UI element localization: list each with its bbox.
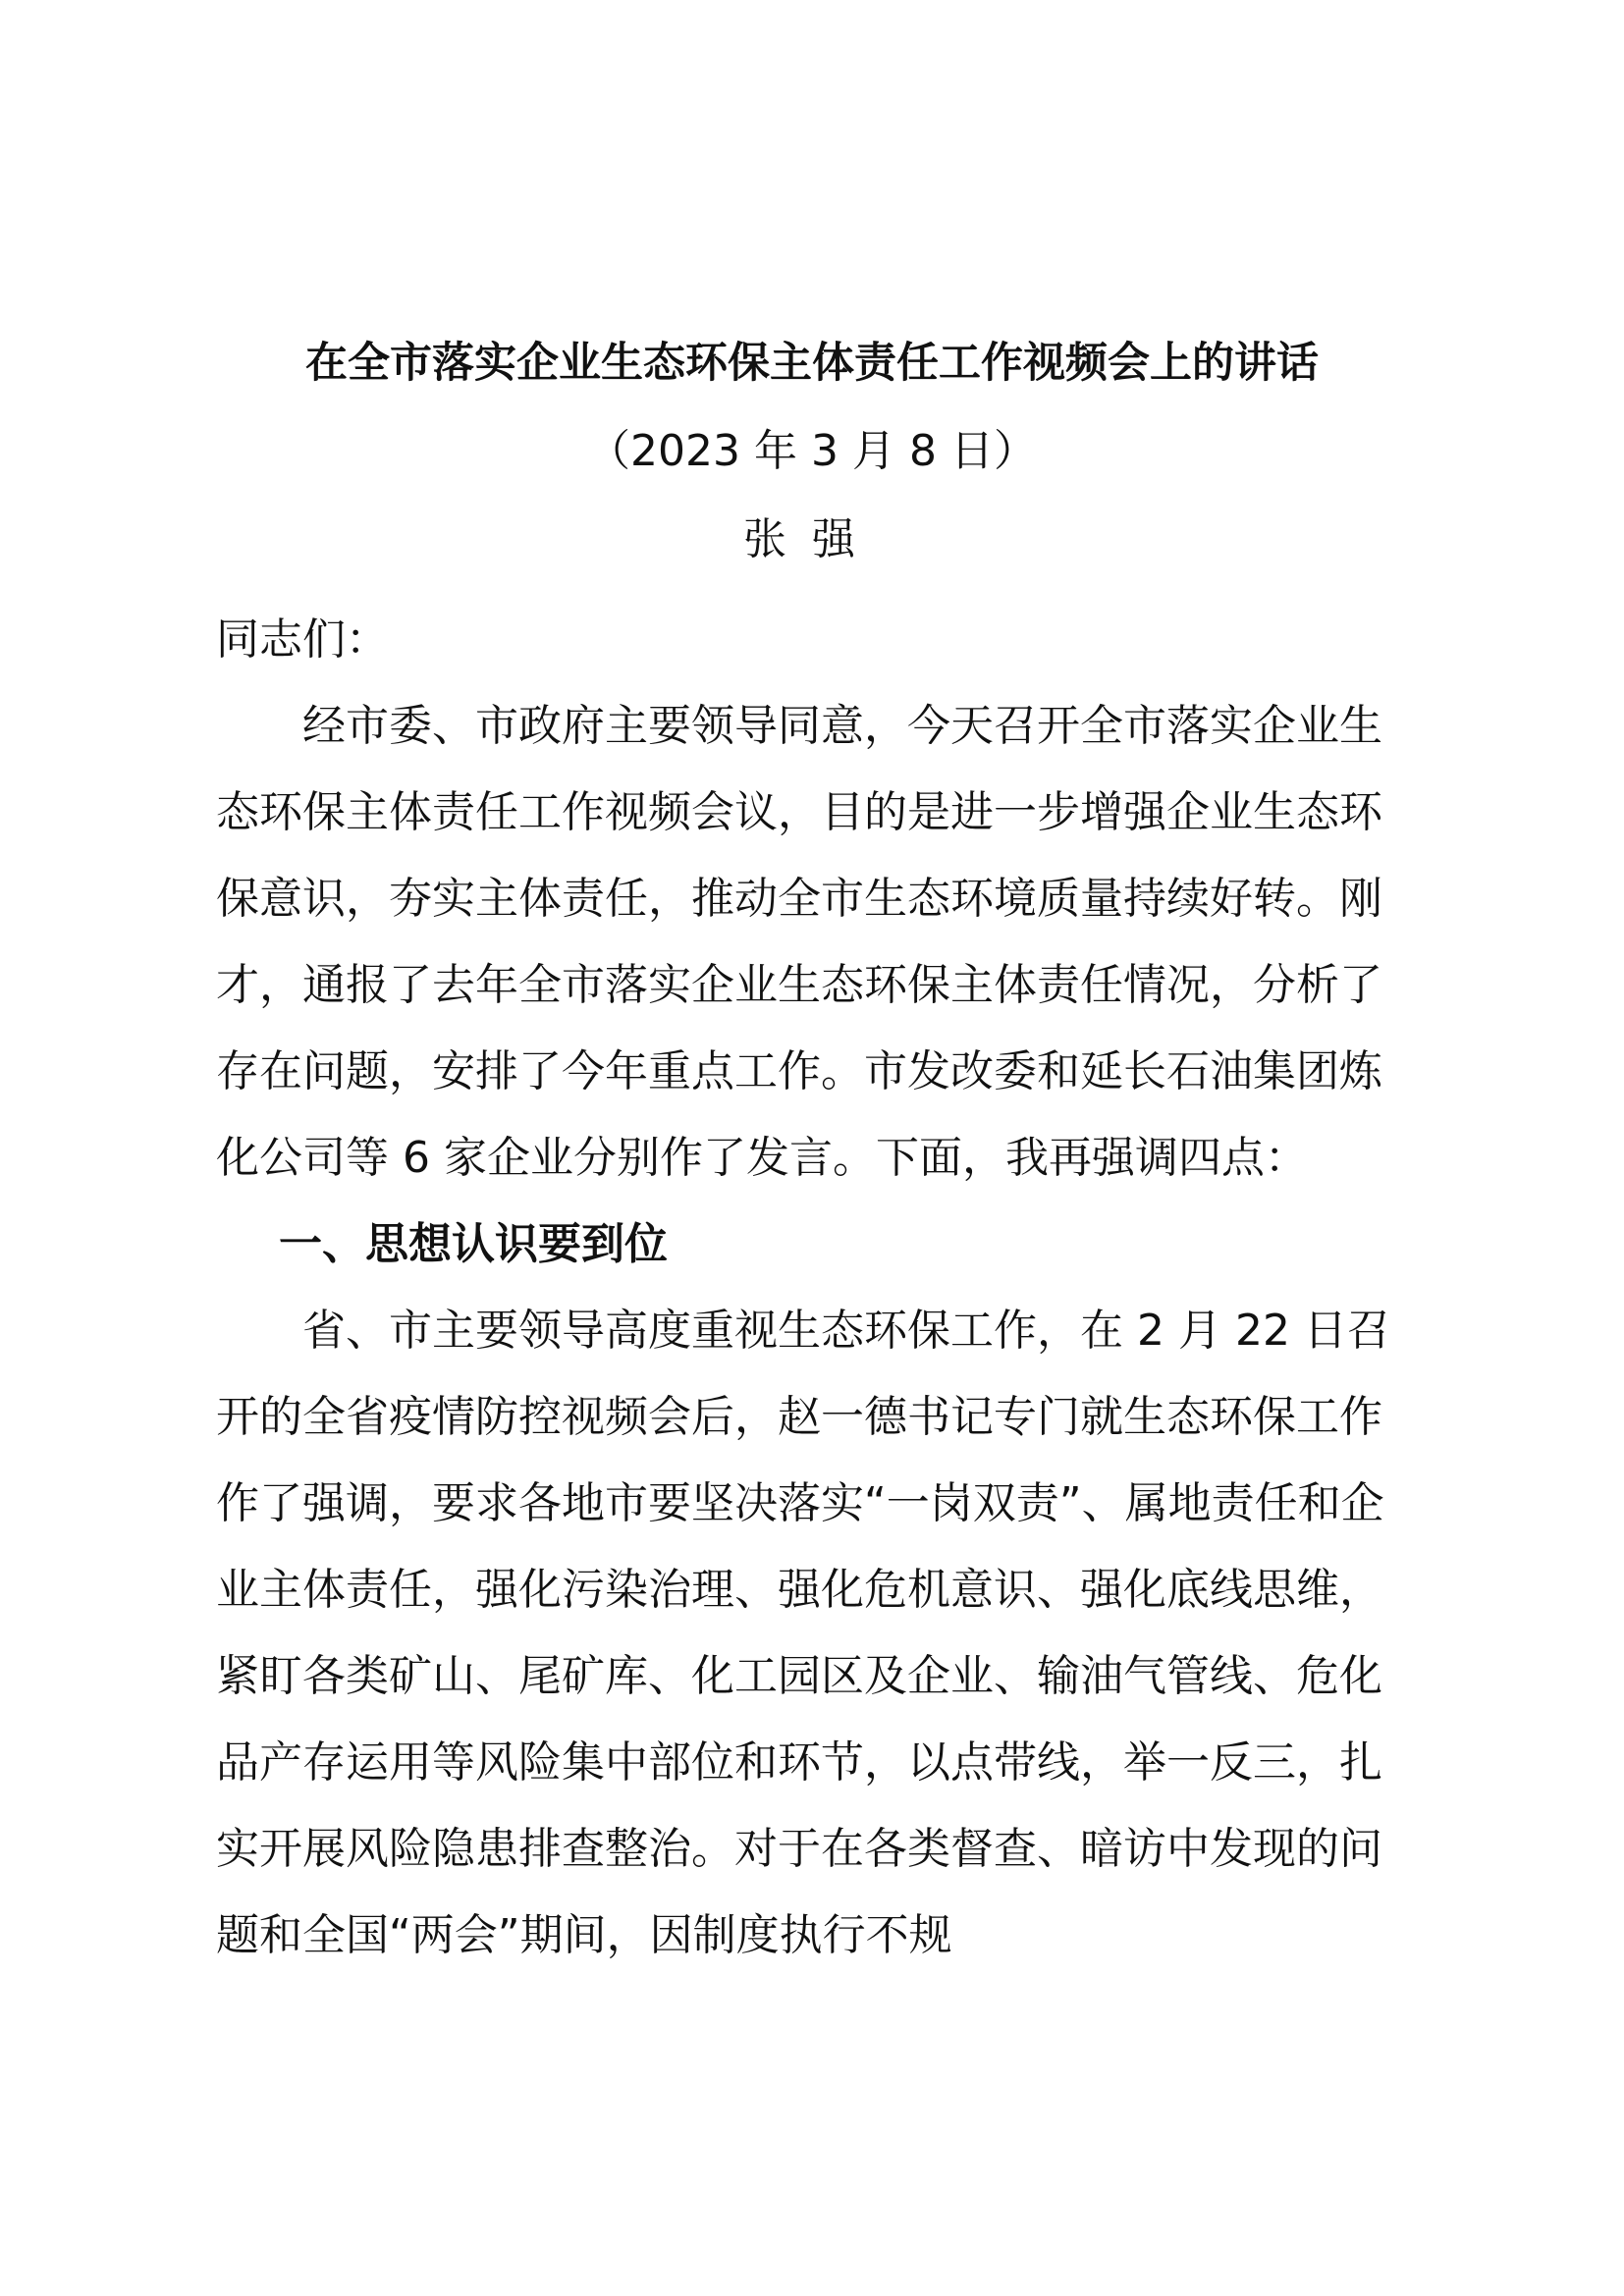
section-heading: 一、思想认识要到位: [279, 1219, 668, 1269]
document-body: [216, 597, 1424, 1979]
salutation: 同志们：: [216, 614, 389, 665]
paragraph: 省、市主要领导高度重视生态环保工作，在 2 月 22 日召开的全省疫情防控视频会后，赵一德书记专门就生态环保工作作了强调，要求各地市要坚决落实“一岗双责”、属地责任和企业主体责任，强化污染治理、强化危机意识、强化底线思维，紧盯各类矿山、尾矿库、化工园区及企业、输油气管线、危化品产存运用等风险集中部位和环节，以点带线，举一反三，扎实开展风险隐患排查整治。对于在各类督查、暗访中发现的问题和全国“两会”期间，因制度执行不规: [216, 1306, 1390, 1960]
document-date: （2023 年 3 月 8 日）: [587, 426, 1037, 476]
document-title: 在全市落实企业生态环保主体责任工作视频会上的讲话: [305, 339, 1319, 388]
document-author: 张强: [743, 514, 881, 564]
paragraph: 经市委、市政府主要领导同意，今天召开全市落实企业生态环保主体责任工作视频会议，目的是进一步增强企业生态环保意识，夯实主体责任，推动全市生态环境质量持续好转。刚才，通报了去年全市落实企业生态环保主体责任情况，分析了存在问题，安排了今年重点工作。市发改委和延长石油集团炼化公司等 6 家企业分别作了发言。下面，我再强调四点：: [216, 701, 1382, 1183]
